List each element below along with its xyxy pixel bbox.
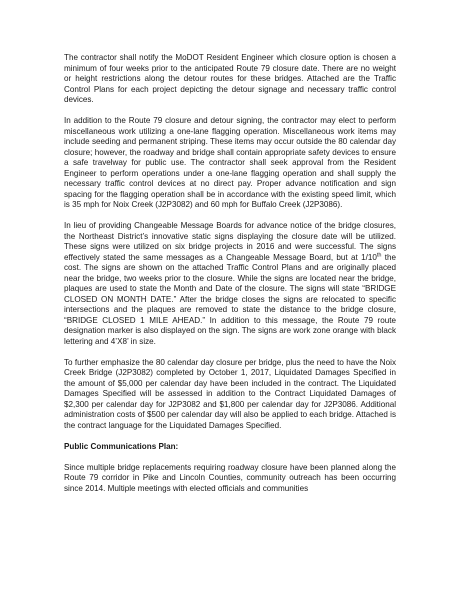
paragraph-closure-notification xyxy=(64,53,396,106)
section-heading: Public Communications Plan: xyxy=(64,441,179,451)
paragraph-community-outreach xyxy=(64,463,396,495)
paragraph-text-end: the cost. The signs are shown on the attached Traffic Control Plans and are originally placed near the bridge, two weeks prior to the closure. While the signs are located near the bridge, plaques are used to state the Month and Date of the closure. The signs will state “BRIDGE CLOSED ON MONTH DATE.” After the bridge closes the signs are relocated to specific intersections and the plaques are removed to state the distance to the bridge closure, “BRIDGE CLOSED 1 MILE AHEAD.” In addition to this message, the Route 79 route designation marker is also displayed on the sign. The signs are work zone orange with black lettering and 4’X8’ in size. xyxy=(64,252,396,346)
document-body xyxy=(64,53,396,505)
ordinal-superscript: th xyxy=(376,251,382,258)
paragraph-text: The contractor shall notify the MoDOT Resident Engineer which closure option is chosen a minimum of four weeks prior to the anticipated Route 79 closure date. There are no weight or height restrictions along the detour routes for these bridges. Attached are the Traffic Control Plans for each project depicting the detour signage and necessary traffic control devices. xyxy=(64,53,396,104)
paragraph-text: Since multiple bridge replacements requiring roadway closure have been planned along the Route 79 corridor in Pike and Lincoln Counties, community outreach has been occurring since 2014. Multiple meetings with elected officials and communities xyxy=(64,462,396,493)
paragraph-liquidated-damages xyxy=(64,358,396,432)
paragraph-flagging-operation xyxy=(64,116,396,211)
paragraph-static-signs xyxy=(64,221,396,347)
paragraph-text: To further emphasize the 80 calendar day closure per bridge, plus the need to have the Noix Creek Bridge (J2P3082) completed by October 1, 2017, Liquidated Damages Specified in the amount of $5,000 per calendar day have been included in the contract. The Liquidated Damages Specified will be assessed in addition to the Contract Liquidated Damages of $2,300 per calendar day for J2P3082 and $1,800 per calendar day for J2P3086. Additional administration costs of $500 per calendar day will also be applied to each bridge. Attached is the contract language for the Liquidated Damages Specified. xyxy=(64,357,396,430)
paragraph-text: In addition to the Route 79 closure and detour signing, the contractor may elect to perform miscellaneous work utilizing a one-lane flagging operation. Miscellaneous work items may include seeding and permanent striping. These items may occur outside the 80 calendar day closure; however, the roadway and bridge shall contain appropriate safety devices to ensure a safe travelway for public use. The contractor shall seek approval from the Resident Engineer to perform operations under a one-lane flagging operation and shall supply the necessary traffic control devices at no direct pay. Proper advance notification and sign spacing for the flagging operation shall be in accordance with the existing speed limit, which is 35 mph for Noix Creek (J2P3082) and 60 mph for Buffalo Creek (J2P3086). xyxy=(64,116,396,209)
paragraph-text-start: In lieu of providing Changeable Message Boards for advance notice of the bridge closures, the Northeast District’s innovative static signs displaying the closure date will be utilized. These signs were utilized on six bridge projects in 2016 and were successful. The signs effectively stated the same messages as a Changeable Message Board, but at 1/10 xyxy=(64,221,396,262)
